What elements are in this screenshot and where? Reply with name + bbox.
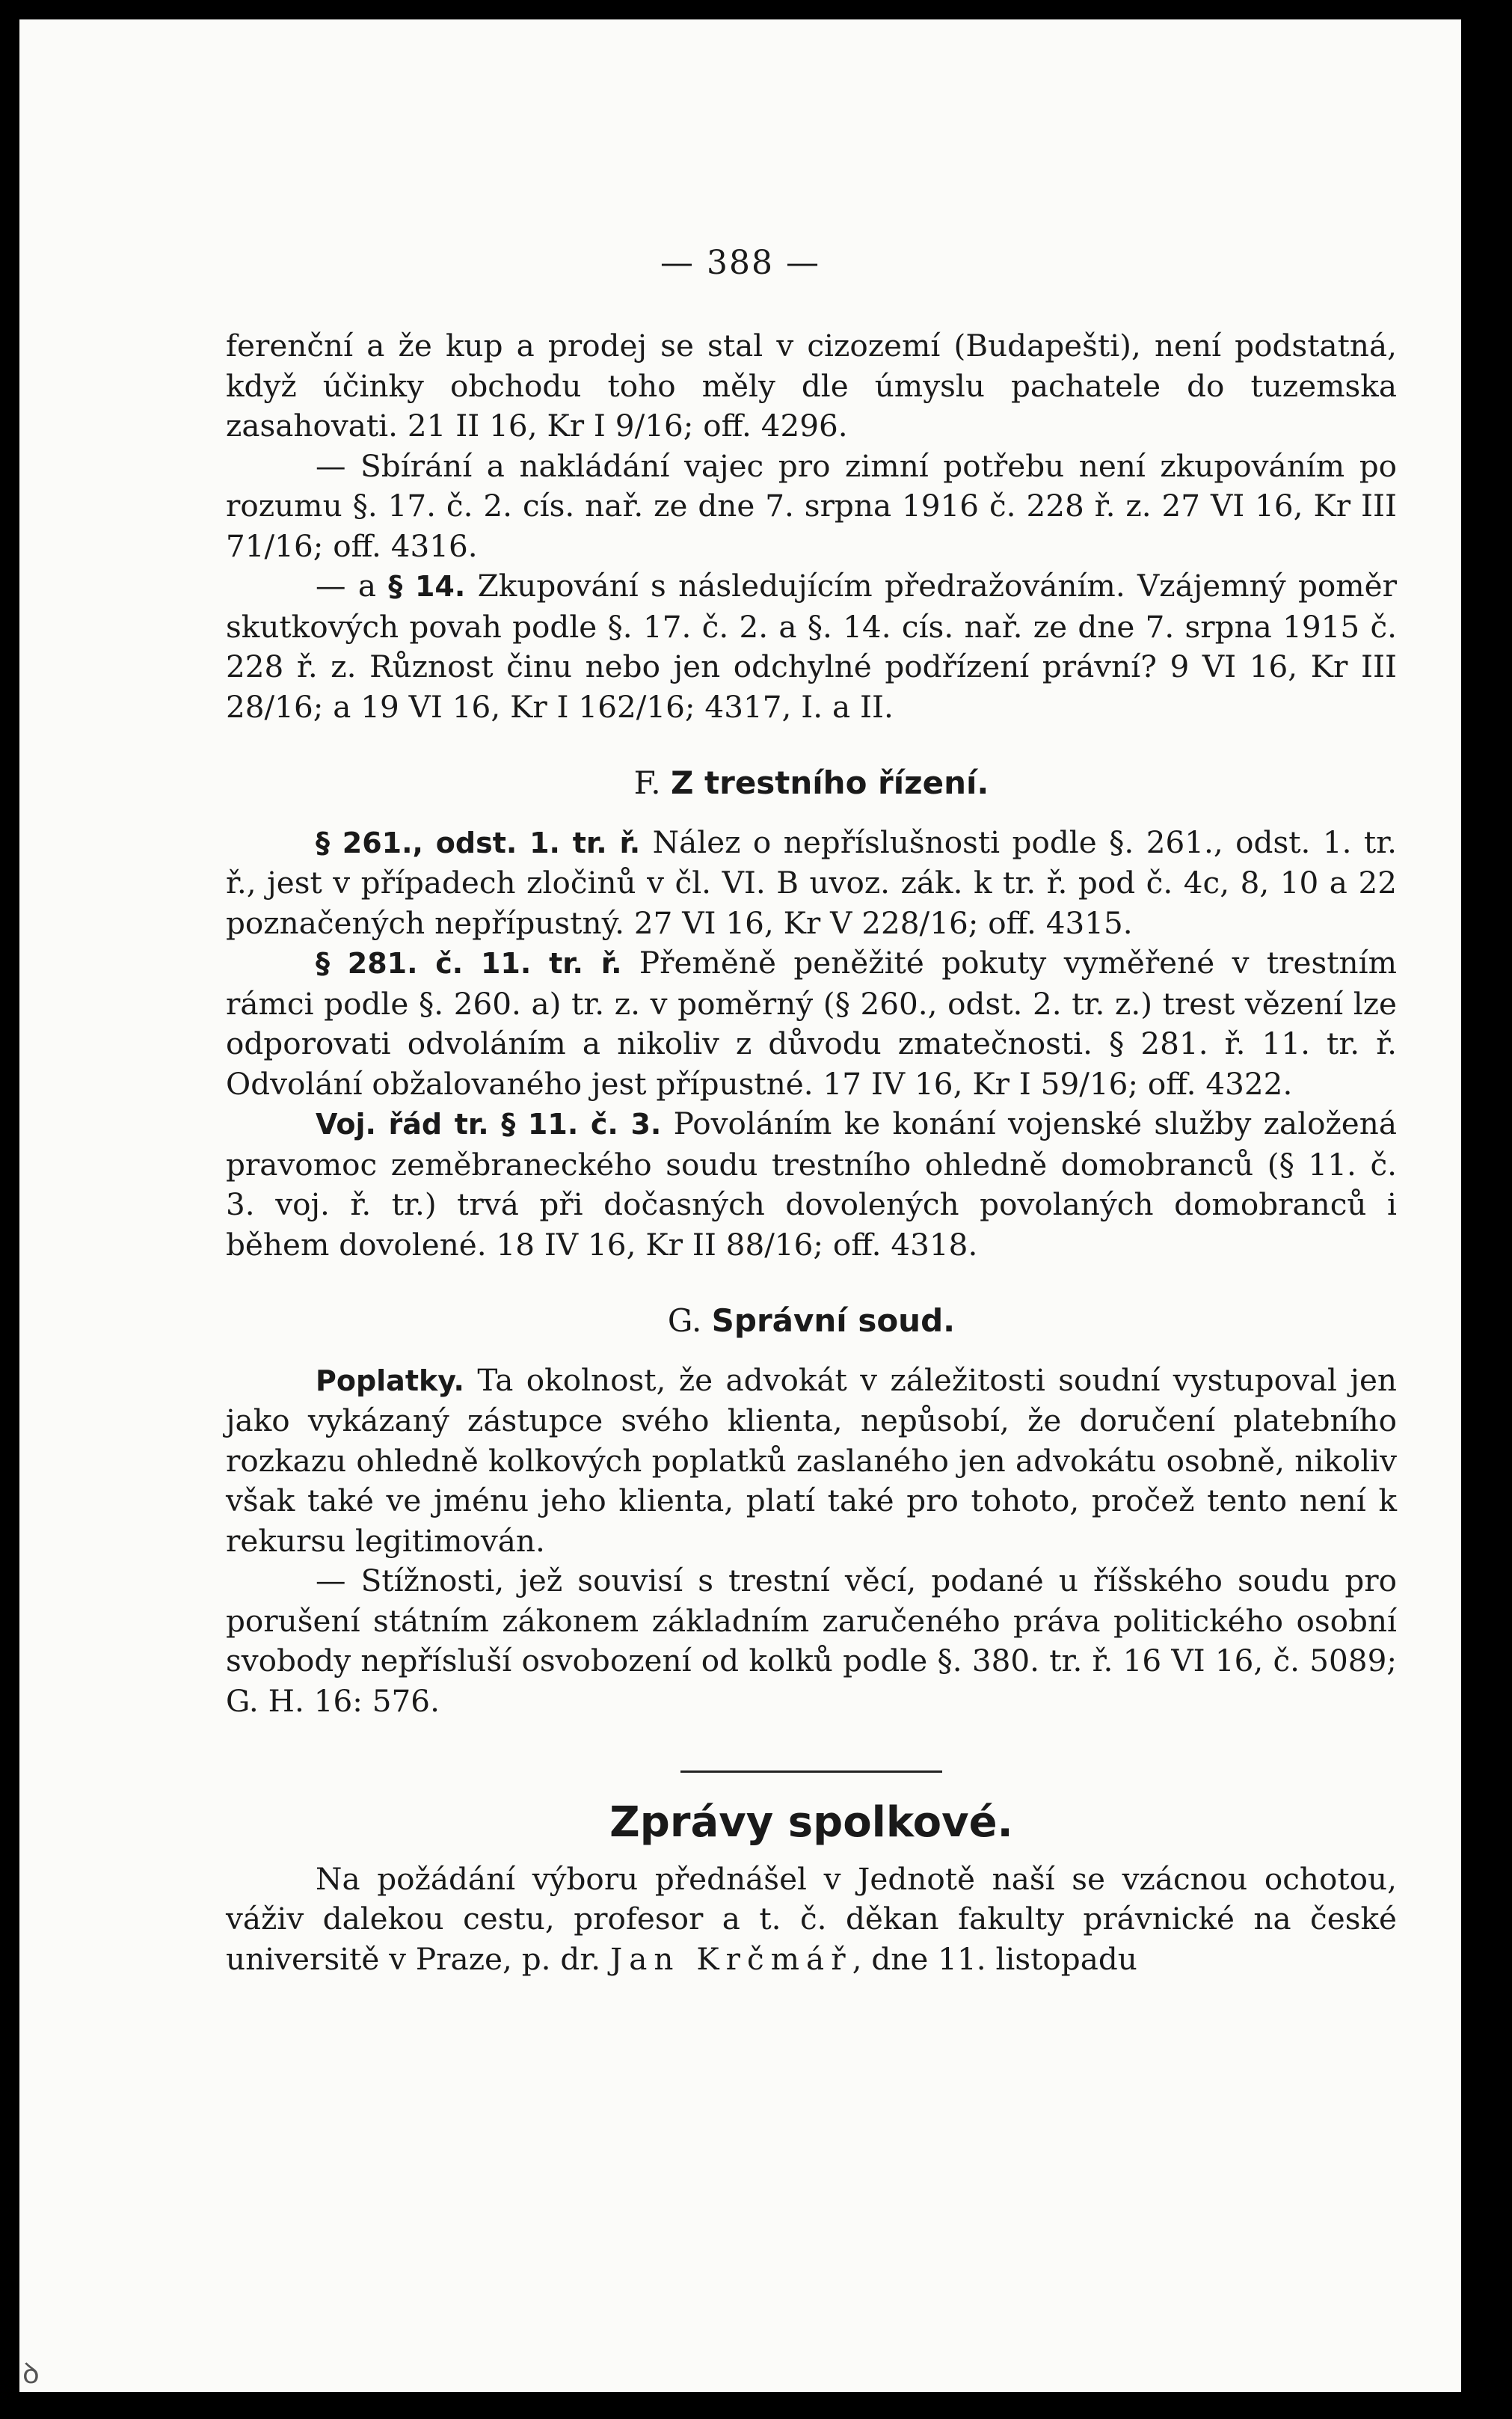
paragraph-261 [226, 823, 1397, 944]
paragraph-2: — Sbírání a nakládání vajec pro zimní potřebu není zkupováním po rozumu §. 17. č. 2. cís. nař. ze dne 7. srpna 1916 č. 228 ř. z. 27 VI 16, Kr III 71/16; off. 4316. [226, 447, 1397, 564]
paragraph-heading: Poplatky. [316, 1364, 464, 1397]
paragraph-text: Na požádání výboru přednášel v Jednotě naší se vzácnou ochotou, váživ dalekou cestu, profesor a t. č. děkan fakulty právnické na české universitě v Praze, p. dr. [226, 1860, 1397, 1977]
section-heading-f [226, 763, 1397, 803]
paragraph-1: ferenční a že kup a prodej se stal v cizozemí (Budapešti), není podstatná, když účinky obchodu toho měly dle úmyslu pachatele do tuzemska zasahovati. 21 II 16, Kr I 9/16; off. 4296. [226, 328, 1397, 444]
paragraph-voj [226, 1104, 1397, 1265]
paragraph-poplatky [226, 1361, 1397, 1562]
page-number: — 388 — [660, 244, 820, 282]
section-letter: G. [667, 1302, 702, 1339]
paragraph-heading: § 261., odst. 1. tr. ř. [316, 826, 641, 859]
paragraph-text: Nález o nepříslušnosti podle §. 261., odst. 1. tr. ř., jest v případech zločinů v čl. VI. B uvoz. zák. k tr. ř. pod č. 4c, 8, 10 a 22 poznačených nepřípustný. 27 VI 16, Kr V 228/16; off. 4315. [226, 824, 1397, 941]
paragraph-text: Přeměně peněžité pokuty vyměřené v trestním rámci podle §. 260. a) tr. z. v poměrný (§ 260., odst. 2. tr. z.) trest vězení lze odporovati odvoláním a nikoliv z důvodu zmatečnosti. § 281. ř. 11. tr. ř. Odvolání obžalovaného jest přípustné. 17 IV 16, Kr I 59/16; off. 4322. [226, 945, 1397, 1102]
section-letter: F. [633, 764, 661, 801]
paragraph-text: Ta okolnost, že advokát v záležitosti soudní vystupoval jen jako vykázaný zástupce svého klienta, nepůsobí, že doručení platebního rozkazu ohledně kolkových poplatků zaslaného jen advokátu osobně, nikoliv však také ve jménu jeho klienta, platí také pro tohoto, pročež tento není k rekursu legitimován. [226, 1361, 1397, 1559]
paragraph-heading: § 14. [388, 570, 466, 603]
paragraph-a14 [226, 566, 1397, 727]
speaker-name: Jan Krčmář [610, 1940, 852, 1977]
scan-edge-mark: ꝺ [22, 2357, 40, 2390]
paragraph-text: , dne 11. listopadu [852, 1940, 1137, 1977]
document-page [19, 19, 1461, 2392]
paragraph-heading: § 281. č. 11. tr. ř. [316, 947, 622, 980]
section-title: Z trestního řízení. [670, 764, 989, 801]
paragraph-text: Povoláním ke konání vojenské služby založená pravomoc zeměbraneckého soudu trestního ohledně domobranců (§ 11. č. 3. voj. ř. tr.) trvá při dočasných dovolených povolaných domobranců i během dovolené. 18 IV 16, Kr II 88/16; off. 4318. [226, 1106, 1397, 1263]
paragraph-text: Zkupování s následujícím předražováním. Vzájemný poměr skutkových povah podle §. 17. č. 2. a §. 14. cís. nař. ze dne 7. srpna 1915 č. 228 ř. z. Různost činu nebo jen odchylné podřízení právní? 9 VI 16, Kr III 28/16; a 19 VI 16, Kr I 162/16; 4317, I. a II. [226, 568, 1397, 725]
section-divider [680, 1770, 942, 1773]
section-heading-g [226, 1301, 1397, 1341]
section-title: Správní soud. [711, 1302, 956, 1339]
paragraph-281 [226, 943, 1397, 1104]
body-text [226, 326, 1397, 1979]
paragraph-heading: Voj. řád tr. § 11. č. 3. [316, 1108, 662, 1141]
club-news-title: Zprávy spolkové. [609, 1798, 1013, 1847]
paragraph-lead: — a [316, 568, 389, 604]
paragraph-stiznosti: — Stížnosti, jež souvisí s trestní věcí, podané u říšského soudu pro porušení státním zákonem základním zaručeného práva politického osobní svobody nepřísluší osvobození od kolků podle §. 380. tr. ř. 16 VI 16, č. 5089; G. H. 16: 576. [226, 1563, 1397, 1719]
paragraph-club [226, 1860, 1397, 1980]
